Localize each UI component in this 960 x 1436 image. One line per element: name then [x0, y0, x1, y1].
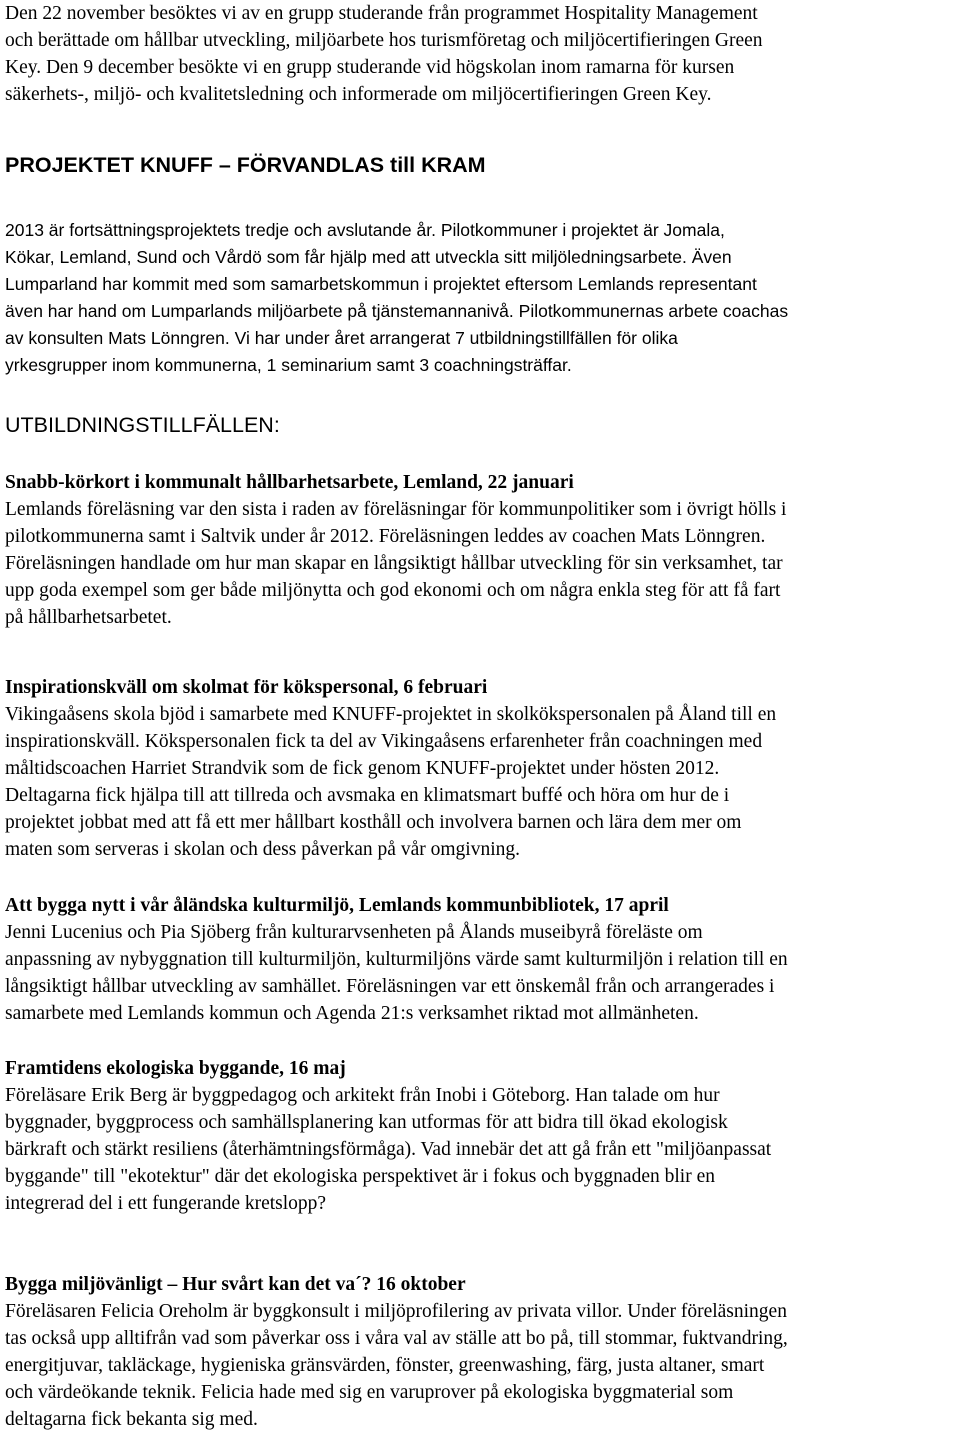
- event-title: Snabb-körkort i kommunalt hållbarhetsarbete, Lemland, 22 januari: [5, 472, 574, 493]
- event-body-line: energitjuvar, takläckage, hygieniska gränsvärden, fönster, greenwashing, färg, justa altaner, smart: [5, 1355, 765, 1376]
- event-body-line: pilotkommunerna samt i Saltvik under år 2012. Föreläsningen leddes av coachen Mats Lönngren.: [5, 526, 766, 547]
- event-title: Att bygga nytt i vår åländska kulturmiljö, Lemlands kommunbibliotek, 17 april: [5, 895, 669, 916]
- event-body-line: inspirationskväll. Kökspersonalen fick ta del av Vikingaåsens erfarenheter från coachningen med: [5, 731, 763, 752]
- project-body-line: av konsulten Mats Lönngren. Vi har under året arrangerat 7 utbildningstillfällen för olika: [5, 328, 678, 348]
- project-heading: PROJEKTET KNUFF – FÖRVANDLAS till KRAM: [5, 153, 486, 177]
- project-body-line: Kökar, Lemland, Sund och Vårdö som får hjälp med att utveckla sitt miljöledningsarbete. Även: [5, 247, 732, 267]
- event-body-line: samarbete med Lemlands kommun och Agenda 21:s verksamhet riktad mot allmänheten.: [5, 1003, 699, 1024]
- event-body-line: och värdeökande teknik. Felicia hade med sig en varuprover på ekologiska byggmaterial som: [5, 1382, 734, 1403]
- intro-line: och berättade om hållbar utveckling, miljöarbete hos turismföretag och miljöcertifieringen Green: [5, 30, 763, 51]
- event-body-line: måltidscoachen Harriet Strandvik som de fick genom KNUFF-projektet under hösten 2012.: [5, 758, 720, 779]
- event-body-line: Vikingaåsens skola bjöd i samarbete med KNUFF-projektet in skolkökspersonalen på Åland till en: [5, 704, 777, 725]
- event-body-line: projektet jobbat med att få ett mer hållbart kosthåll och involvera barnen och lära dem mer om: [5, 812, 742, 833]
- intro-line: säkerhets-, miljö- och kvalitetsledning och informerade om miljöcertifieringen Green Key.: [5, 84, 712, 105]
- event-body-line: bärkraft och stärkt resiliens (återhämtningsförmåga). Vad innebär det att gå från ett "miljöanpassat: [5, 1139, 772, 1160]
- event-body-line: maten som serveras i skolan och dess påverkan på vår omgivning.: [5, 839, 520, 860]
- event-body-line: byggande" till "ekotektur" där det ekologiska perspektivet är i fokus och byggnaden blir en: [5, 1166, 715, 1187]
- event-body-line: Deltagarna fick hjälpa till att tillreda och avsmaka en klimatsmart buffé och höra om hur de i: [5, 785, 730, 806]
- section-heading: UTBILDNINGSTILLFÄLLEN:: [5, 413, 280, 437]
- event-body-line: deltagarna fick bekanta sig med.: [5, 1409, 258, 1430]
- intro-line: Key. Den 9 december besökte vi en grupp studerande vid högskolan inom ramarna för kursen: [5, 57, 735, 78]
- event-body-line: anpassning av nybyggnation till kulturmiljön, kulturmiljöns värde samt kulturmiljön i relation till en: [5, 949, 788, 970]
- event-title: Inspirationskväll om skolmat för kökspersonal, 6 februari: [5, 677, 488, 698]
- project-body-line: yrkesgrupper inom kommunerna, 1 seminarium samt 3 coachningsträffar.: [5, 355, 572, 375]
- event-body-line: byggnader, byggprocess och samhällsplanering kan utformas för att bidra till ökad ekologisk: [5, 1112, 728, 1133]
- event-title: Framtidens ekologiska byggande, 16 maj: [5, 1058, 346, 1079]
- event-body-line: integrerad del i ett fungerande kretslopp?: [5, 1193, 327, 1214]
- event-body-line: Föreläsaren Felicia Oreholm är byggkonsult i miljöprofilering av privata villor. Under föreläsningen: [5, 1301, 787, 1322]
- project-body-line: 2013 är fortsättningsprojektets tredje och avslutande år. Pilotkommuner i projektet är Jomala,: [5, 220, 725, 240]
- event-body-line: på hållbarhetsarbetet.: [5, 607, 172, 628]
- event-title: Bygga miljövänligt – Hur svårt kan det va´? 16 oktober: [5, 1274, 466, 1295]
- event-body-line: upp goda exempel som ger både miljönytta och god ekonomi och om några enkla steg för att få fart: [5, 580, 781, 601]
- event-body-line: långsiktigt hållbar utveckling av samhället. Föreläsningen var ett önskemål från och arrangerades i: [5, 976, 775, 997]
- event-body-line: Föreläsare Erik Berg är byggpedagog och arkitekt från Inobi i Göteborg. Han talade om hur: [5, 1085, 720, 1106]
- event-body-line: Lemlands föreläsning var den sista i raden av föreläsningar för kommunpolitiker som i övrigt hölls i: [5, 499, 787, 520]
- event-body-line: Jenni Lucenius och Pia Sjöberg från kulturarvsenheten på Ålands museibyrå föreläste om: [5, 922, 703, 943]
- event-body-line: tas också upp alltifrån vad som påverkar oss i våra val av ställe att bo på, till stommar, fuktvandring,: [5, 1328, 788, 1349]
- project-body-line: även har hand om Lumparlands miljöarbete på tjänstemannanivå. Pilotkommunernas arbete coachas: [5, 301, 789, 321]
- project-body-line: Lumparland har kommit med som samarbetskommun i projektet eftersom Lemlands representant: [5, 274, 757, 294]
- intro-line: Den 22 november besöktes vi av en grupp studerande från programmet Hospitality Management: [5, 3, 758, 24]
- event-body-line: Föreläsningen handlade om hur man skapar en långsiktigt hållbar utveckling för sin verksamhet, tar: [5, 553, 783, 574]
